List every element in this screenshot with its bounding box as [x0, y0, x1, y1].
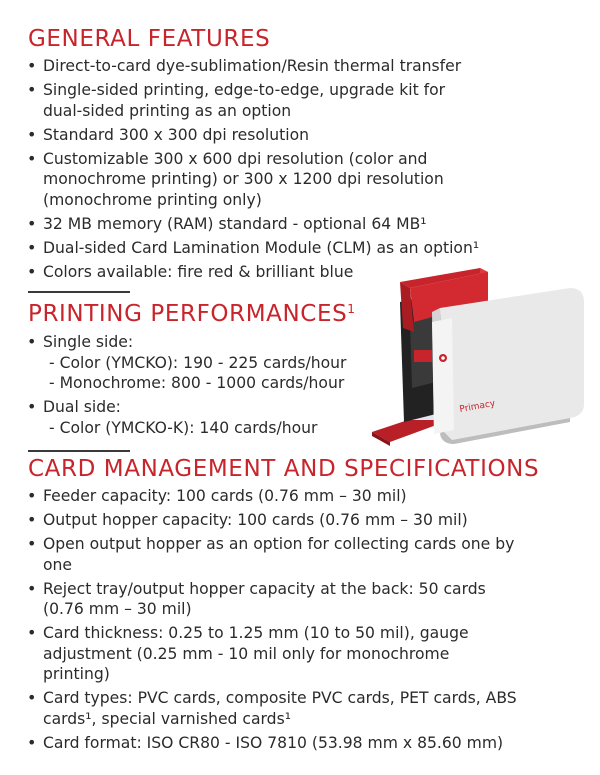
list-item: • Single-sided printing, edge-to-edge, upgrade kit for dual-sided printing as an option — [27, 80, 446, 120]
list-item: • Card types: PVC cards, composite PVC cards, PET cards, ABS cards¹, special varnished cards¹ — [27, 688, 517, 728]
bullet-icon: • — [27, 261, 37, 281]
printer-brand-label: Primacy — [458, 398, 497, 415]
list-item: • Output hopper capacity: 100 cards (0.76 mm – 30 mil) — [27, 510, 468, 529]
bullet-icon: • — [27, 397, 37, 416]
list-item: • Feeder capacity: 100 cards (0.76 mm – 30 mil) — [27, 486, 407, 505]
general-features-list — [26, 56, 566, 282]
list-item: • Direct-to-card dye-sublimation/Resin thermal transfer — [27, 56, 462, 75]
section-divider — [28, 450, 130, 452]
bullet-icon: • — [27, 486, 37, 505]
bullet-icon: • — [27, 688, 37, 707]
bullet-icon: • — [27, 332, 37, 351]
bullet-icon: • — [27, 148, 37, 168]
card-management-heading: CARD MANAGEMENT AND SPECIFICATIONS — [28, 456, 540, 482]
sub-item: - Color (YMCKO): 190 - 225 cards/hour — [49, 353, 347, 372]
bullet-icon: • — [27, 623, 37, 642]
list-item: • Customizable 300 x 600 dpi resolution (color and monochrome printing) or 300 x 1200 dpi resolution (monochrome printing only) — [27, 148, 444, 209]
list-item: • Standard 300 x 300 dpi resolution — [27, 124, 310, 144]
printing-performances-list — [26, 332, 386, 438]
footnote-marker: 1 — [347, 302, 356, 316]
bullet-icon: • — [27, 732, 37, 752]
list-item: • 32 MB memory (RAM) standard - optional 64 MB¹ — [27, 213, 427, 233]
list-item: • Dual side: - Color (YMCKO-K): 140 cards/hour — [26, 397, 386, 438]
list-item: • Card thickness: 0.25 to 1.25 mm (10 to 50 mil), gauge adjustment (0.25 mm - 10 mil only for monochrome printing) — [27, 623, 469, 683]
sub-item: - Color (YMCKO-K): 140 cards/hour — [49, 418, 318, 437]
sub-item: - Monochrome: 800 - 1000 cards/hour — [49, 374, 345, 392]
bullet-icon: • — [27, 80, 37, 99]
card-printer-image — [370, 262, 590, 447]
bullet-icon: • — [27, 510, 37, 529]
bullet-icon: • — [27, 124, 37, 144]
bullet-icon: • — [27, 213, 37, 233]
section-divider — [28, 291, 130, 293]
bullet-icon: • — [27, 237, 37, 257]
list-item: • Dual-sided Card Lamination Module (CLM) as an option¹ — [27, 237, 480, 257]
list-item: • Single side: - Color (YMCKO): 190 - 225 cards/hour - Monochrome: 800 - 1000 cards/hour — [26, 332, 386, 394]
list-item: • Colors available: fire red & brilliant blue — [27, 261, 354, 281]
list-item: • Card format: ISO CR80 - ISO 7810 (53.98 mm x 85.60 mm) — [27, 732, 504, 752]
general-features-heading — [28, 26, 270, 52]
bullet-icon: • — [27, 56, 37, 75]
bullet-icon: • — [27, 578, 37, 598]
printing-performances-heading: PRINTING PERFORMANCES$^1$ — [28, 301, 356, 327]
card-management-list — [26, 486, 574, 753]
list-item: • Open output hopper as an option for collecting cards one by one — [27, 534, 515, 574]
general-features-title: GENERAL FEATURES — [28, 26, 271, 52]
list-item: • Reject tray/output hopper capacity at the back: 50 cards (0.76 mm – 30 mil) — [27, 578, 486, 618]
bullet-icon: • — [27, 534, 37, 553]
